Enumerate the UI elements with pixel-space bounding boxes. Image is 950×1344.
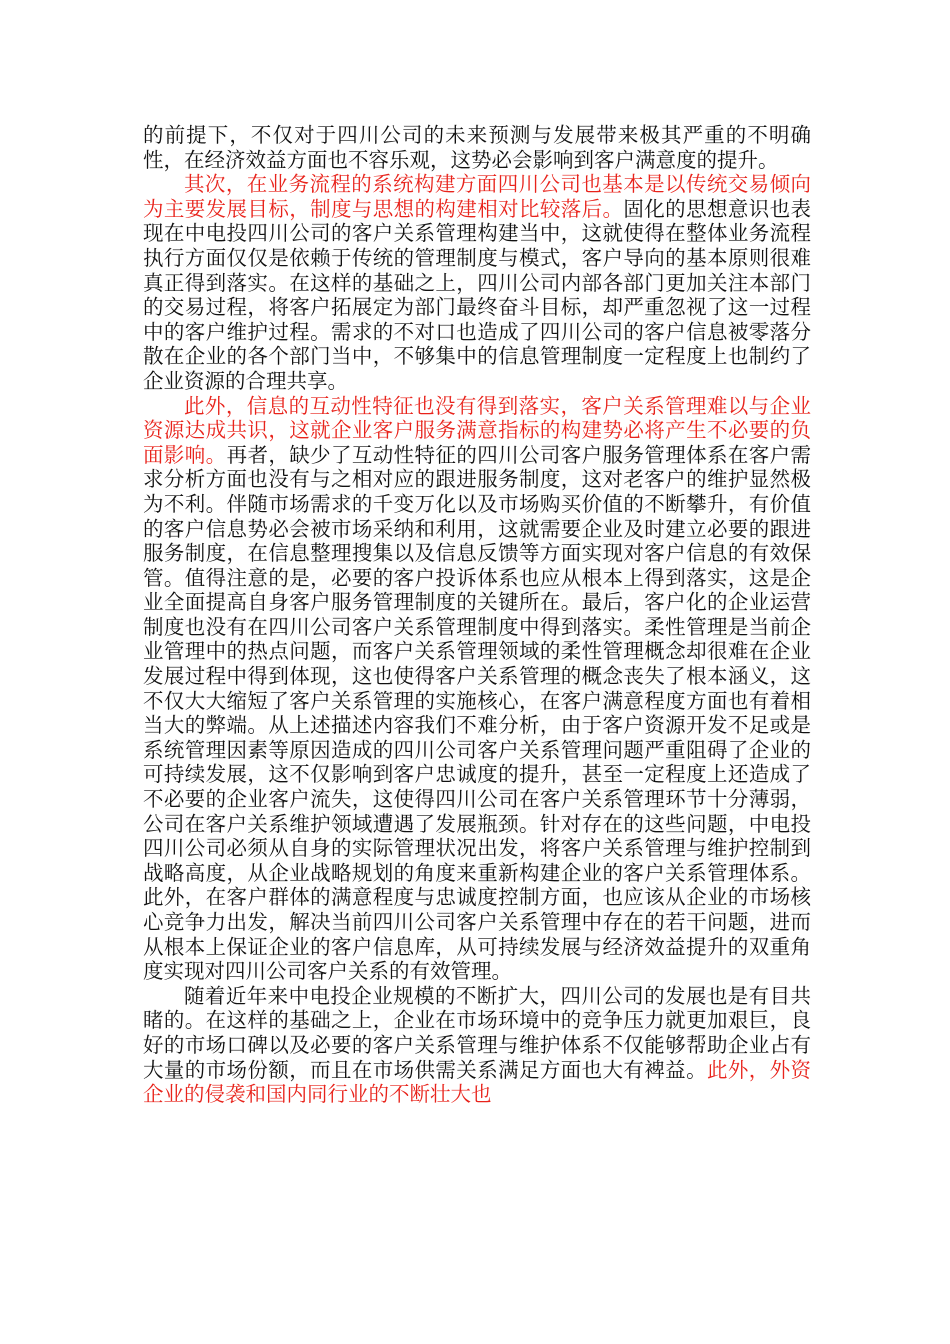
paragraph-4-highlight: 此外，外资企业的侵袭和国内同行业的不断壮大也 [143,1057,812,1107]
paragraph-1 [143,123,811,172]
paragraph-2-highlight: 其次，在业务流程的系统构建方面四川公司也基本是以传统交易倾向为主要发展目标，制度与思想的构建相对比较落后。 [143,172,811,221]
paragraph-4-text: 随着近年来中电投企业规模的不断扩大，四川公司的发展也是有目共睹的。在这样的基础之上，企业在市场环境中的竞争压力就更加艰巨，良好的市场口碑以及必要的客户关系管理与维护体系不仅能够帮助企业占有大量的市场份额，而且在市场供需关系满足方面也大有裨益。 [143,983,811,1082]
paragraph-3 [143,394,811,984]
paragraph-4 [143,984,811,1107]
paragraph-3-highlight: 此外，信息的互动性特征也没有得到落实，客户关系管理难以与企业资源达成共识，这就企业客户服务满意指标的构建势必将产生不必要的负面影响。 [143,393,811,467]
paragraph-1-text: 的前提下，不仅对于四川公司的未来预测与发展带来极其严重的不明确性，在经济效益方面也不容乐观，这势必会影响到客户满意度的提升。 [143,123,811,172]
document-page [143,123,811,1107]
paragraph-2 [143,172,811,393]
paragraph-3-text: 再者，缺少了互动性特征的四川公司客户服务管理体系在客户需求分析方面也没有与之相对应的跟进服务制度，这对老客户的维护显然极为不利。伴随市场需求的千变万化以及市场购买价值的不断攀升，有价值的客户信息势必会被市场采纳和利用，这就需要企业及时建立必要的跟进服务制度，在信息整理搜集以及信息反馈等方面实现对客户信息的有效保管。值得注意的是，必要的客户投诉体系也应从根本上得到落实，这是企业全面提高自身客户服务管理制度的关键所在。最后，客户化的企业运营制度也没有在四川公司客户关系管理制度中得到落实。柔性管理是当前企业管理中的热点问题，而客户关系管理领域的柔性管理概念却很难在企业发展过程中得到体现，这也使得客户关系管理的概念丧失了根本涵义，这不仅大大缩短了客户关系管理的实施核心，在客户满意程度方面也有着相当大的弊端。从上述描述内容我们不难分析，由于客户资源开发不足或是系统管理因素等原因造成的四川公司客户关系管理问题严重阻碍了企业的可持续发展，这不仅影响到客户忠诚度的提升，甚至一定程度上还造成了不必要的企业客户流失，这使得四川公司在客户关系管理环节十分薄弱，公司在客户关系维护领域遭遇了发展瓶颈。针对存在的这些问题，中电投四川公司必须从自身的实际管理状况出发，将客户关系管理与维护控制到战略高度，从企业战略规划的角度来重新构建企业的客户关系管理体系。此外，在客户群体的满意程度与忠诚度控制方面，也应该从企业的市场核心竞争力出发，解决当前四川公司客户关系管理中存在的若干问题，进而从根本上保证企业的客户信息库，从可持续发展与经济效益提升的双重角度实现对四川公司客户关系的有效管理。 [143,442,812,984]
paragraph-2-text: 固化的思想意识也表现在中电投四川公司的客户关系管理构建当中，这就使得在整体业务流程执行方面仅仅是依赖于传统的管理制度与模式，客户导向的基本原则很难真正得到落实。在这样的基础之上，四川公司内部各部门更加关注本部门的交易过程，将客户拓展定为部门最终奋斗目标，却严重忽视了这一过程中的客户维护过程。需求的不对口也造成了四川公司的客户信息被零落分散在企业的各个部门当中，不够集中的信息管理制度一定程度上也制约了企业资源的合理共享。 [143,196,812,393]
